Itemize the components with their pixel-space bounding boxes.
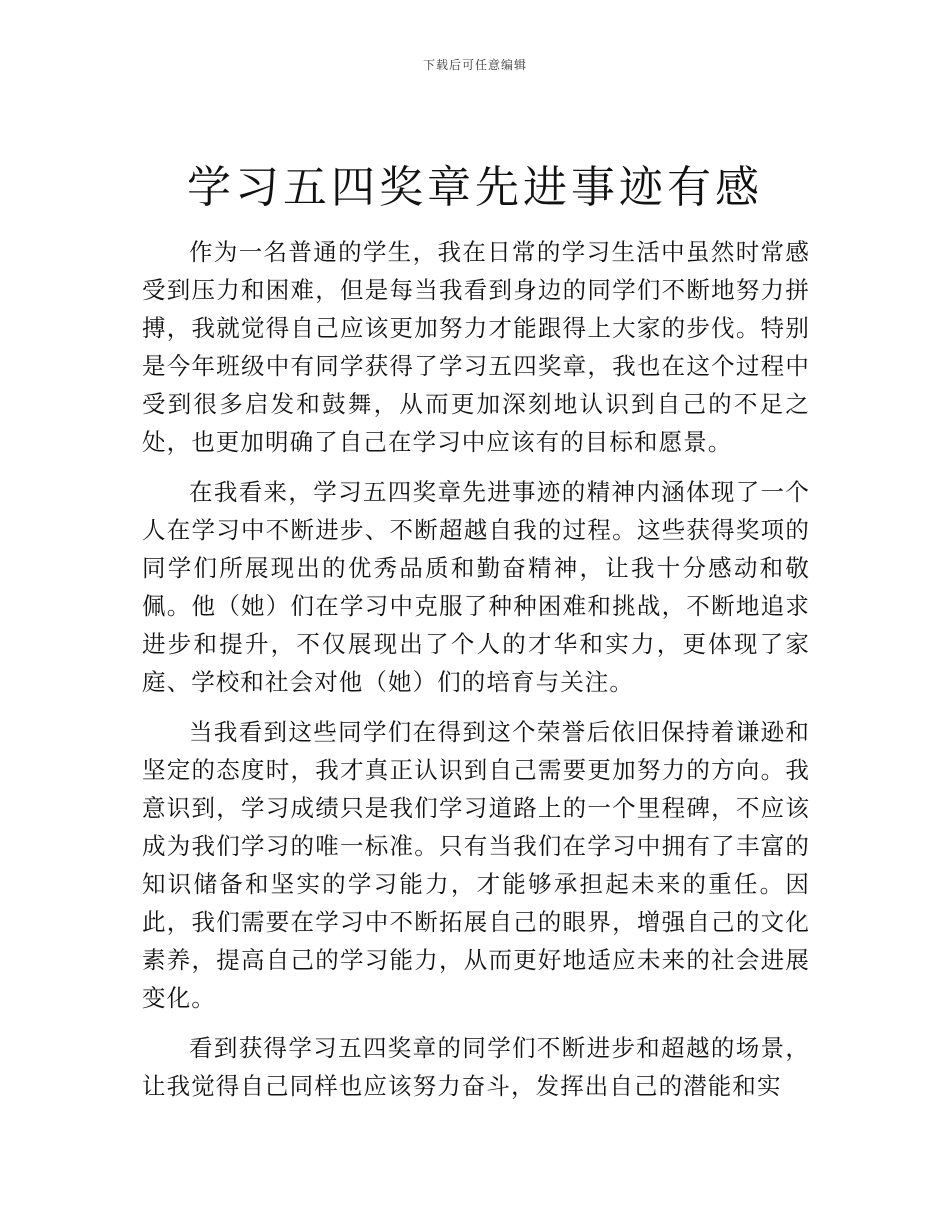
document-title: 学习五四奖章先进事迹有感 <box>187 162 763 213</box>
paragraph: 当我看到这些同学们在得到这个荣誉后依旧保持着谦逊和坚定的态度时，我才真正认识到自己需要更加努力的方向。我意识到，学习成绩只是我们学习道路上的一个里程碑，不应该成为我们学习的唯一标准。只有当我们在学习中拥有了丰富的知识储备和坚实的学习能力，才能够承担起未来的重任。因此，我们需要在学习中不断拓展自己的眼界，增强自己的文化素养，提高自己的学习能力，从而更好地适应未来的社会进展变化。 <box>142 718 810 1012</box>
page-header: 下载后可任意编辑 <box>422 58 527 72</box>
paragraph: 看到获得学习五四奖章的同学们不断进步和超越的场景，让我觉得自己同样也应该努力奋斗，发挥出自己的潜能和实 <box>142 1034 810 1100</box>
paragraph: 在我看来，学习五四奖章先进事迹的精神内涵体现了一个人在学习中不断进步、不断超越自我的过程。这些获得奖项的同学们所展现出的优秀品质和勤奋精神，让我十分感动和敬佩。他（她）们在学习中克服了种种困难和挑战，不断地追求进步和提升，不仅展现出了个人的才华和实力，更体现了家庭、学校和社会对他（她）们的培育与关注。 <box>142 478 810 696</box>
paragraph: 作为一名普通的学生，我在日常的学习生活中虽然时常感受到压力和困难，但是每当我看到身边的同学们不断地努力拼搏，我就觉得自己应该更加努力才能跟得上大家的步伐。特别是今年班级中有同学获得了学习五四奖章，我也在这个过程中受到很多启发和鼓舞，从而更加深刻地认识到自己的不足之处，也更加明确了自己在学习中应该有的目标和愿景。 <box>142 238 810 456</box>
document-body <box>142 233 810 1117</box>
